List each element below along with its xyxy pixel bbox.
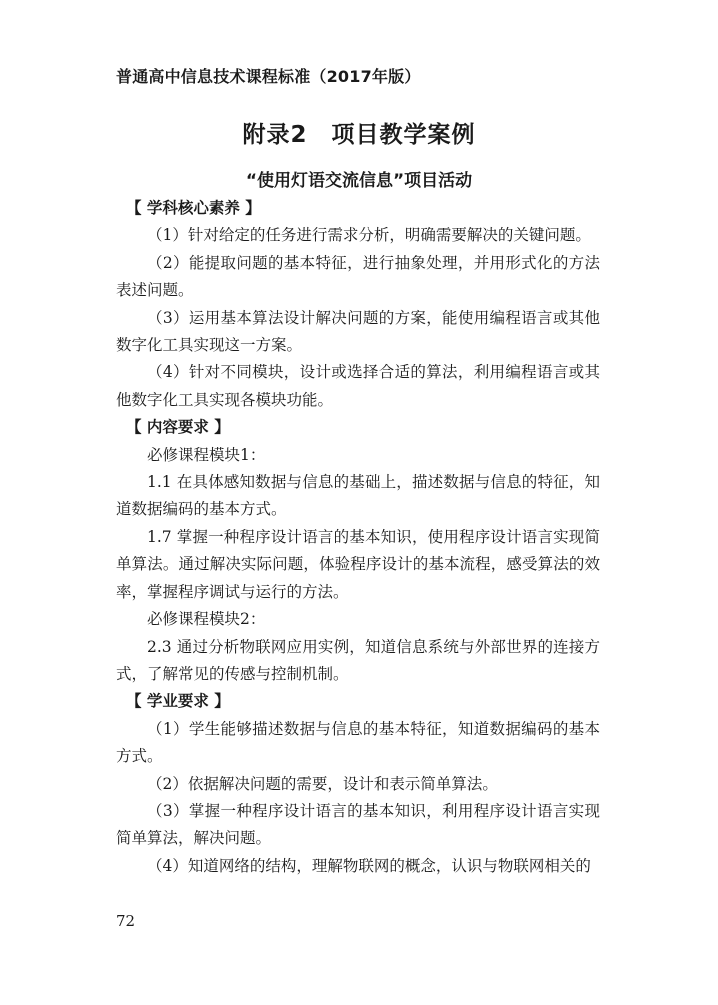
paragraph: （1）针对给定的任务进行需求分析，明确需要解决的关键问题。 — [147, 226, 591, 245]
paragraph: （3）运用基本算法设计解决问题的方案，能使用编程语言或其他数字化工具实现这一方案。 — [116, 308, 600, 355]
appendix-title: 附录2 项目教学案例 — [242, 122, 476, 148]
paragraph: 必修课程模块2： — [147, 610, 266, 629]
paragraph: （3）掌握一种程序设计语言的基本知识，利用程序设计语言实现简单算法，解决问题。 — [116, 801, 600, 848]
paragraph: （2）能提取问题的基本特征，进行抽象处理，并用形式化的方法表述问题。 — [116, 253, 600, 300]
paragraph: （2）依据解决问题的需要，设计和表示简单算法。 — [147, 774, 498, 793]
section-heading-academic-requirements: 【 学业要求 】 — [126, 692, 230, 711]
paragraph: 2.3 通过分析物联网应用实例，知道信息系统与外部世界的连接方式，了解常见的传感与控制机制。 — [116, 637, 600, 683]
section-heading-core-literacy: 【 学科核心素养 】 — [126, 199, 261, 217]
paragraph: 必修课程模块1： — [147, 445, 266, 464]
activity-title: “使用灯语交流信息”项目活动 — [245, 171, 473, 191]
body-text — [116, 195, 600, 880]
paragraph: （4）知道网络的结构，理解物联网的概念，认识与物联网相关的 — [147, 856, 591, 875]
paragraph: 1.7 掌握一种程序设计语言的基本知识，使用程序设计语言实现简单算法。通过解决实际问题，体验程序设计的基本流程，感受算法的效率，掌握程序调试与运行的方法。 — [116, 527, 600, 601]
section-heading-content-requirements: 【 内容要求 】 — [126, 418, 230, 437]
paragraph: （4）针对不同模块，设计或选择合适的算法，利用编程语言或其他数字化工具实现各模块功能。 — [116, 363, 600, 409]
paragraph: （1）学生能够描述数据与信息的基本特征，知道数据编码的基本方式。 — [116, 719, 600, 766]
running-header: 普通高中信息技术课程标准（2017年版） — [116, 67, 421, 86]
page-number: 72 — [116, 912, 136, 930]
paragraph: 1.1 在具体感知数据与信息的基础上，描述数据与信息的特征，知道数据编码的基本方式。 — [116, 473, 600, 519]
